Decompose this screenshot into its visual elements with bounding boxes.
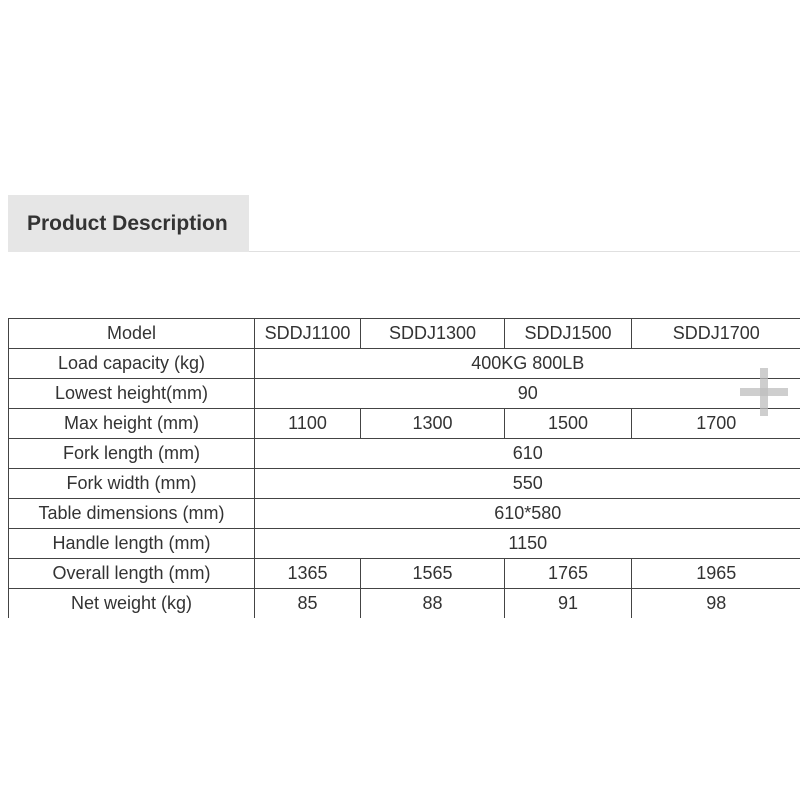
value-cell: 90 [255,379,800,409]
row-label: Handle length (mm) [9,529,255,559]
row-label: Model [9,319,255,349]
value-cell: 1300 [361,409,505,439]
row-label: Overall length (mm) [9,559,255,589]
table-row-net-weight [9,589,800,619]
row-label: Max height (mm) [9,409,255,439]
model-cell: SDDJ1300 [361,319,505,349]
table-row-max-height [9,409,800,439]
value-cell: 1150 [255,529,800,559]
table-row-fork-length [9,439,800,469]
model-cell: SDDJ1500 [505,319,632,349]
model-cell: SDDJ1700 [632,319,800,349]
value-cell: 610*580 [255,499,800,529]
table-row-load-capacity [9,349,800,379]
table-row-handle-length [9,529,800,559]
row-label: Fork width (mm) [9,469,255,499]
row-label: Fork length (mm) [9,439,255,469]
value-cell: 1700 [632,409,800,439]
model-cell: SDDJ1100 [255,319,361,349]
row-label: Table dimensions (mm) [9,499,255,529]
value-cell: 91 [505,589,632,619]
value-cell: 400KG 800LB [255,349,800,379]
heading-divider [249,251,800,252]
row-label: Lowest height(mm) [9,379,255,409]
table-row-overall-length [9,559,800,589]
value-cell: 85 [255,589,361,619]
value-cell: 98 [632,589,800,619]
value-cell: 1565 [361,559,505,589]
value-cell: 1500 [505,409,632,439]
section-heading [8,195,249,252]
value-cell: 1965 [632,559,800,589]
table-row-lowest-height [9,379,800,409]
table-row-fork-width [9,469,800,499]
spec-table [8,318,800,618]
section-title: Product Description [27,211,228,235]
table-row-model [9,319,800,349]
value-cell: 1100 [255,409,361,439]
value-cell: 88 [361,589,505,619]
row-label: Load capacity (kg) [9,349,255,379]
table-row-table-dimensions [9,499,800,529]
row-label: Net weight (kg) [9,589,255,619]
value-cell: 610 [255,439,800,469]
value-cell: 1365 [255,559,361,589]
value-cell: 550 [255,469,800,499]
value-cell: 1765 [505,559,632,589]
